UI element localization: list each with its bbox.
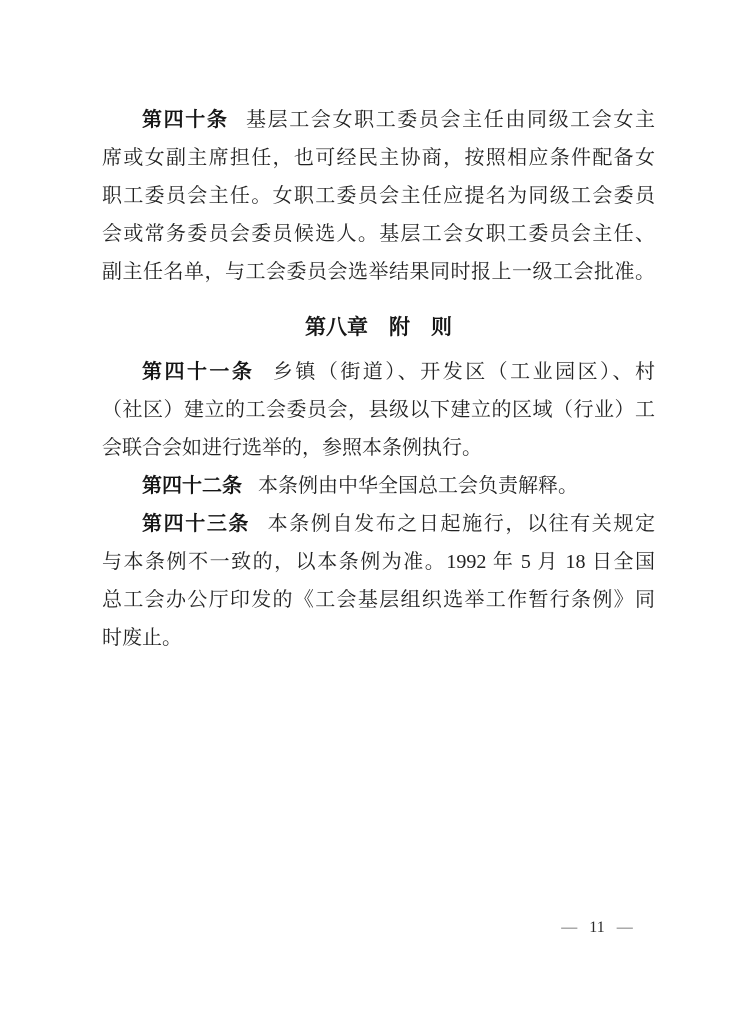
text-line [102,353,655,391]
text-line: 职工委员会主任。女职工委员会主任应提名为同级工会委员 [102,185,655,207]
document-body [102,101,655,657]
text-line: 席或女副主席担任，也可经民主协商，按照相应条件配备女 [102,147,655,169]
text-line: 副主任名单，与工会委员会选举结果同时报上一级工会批准。 [102,261,655,283]
article-paragraph-42 [102,467,655,505]
text-line: 会或常务委员会委员候选人。基层工会女职工委员会主任、 [102,223,655,245]
text-line-content: 乡镇（街道）、开发区（工业园区）、村 [270,361,656,383]
article-paragraph-43 [102,505,655,657]
text-line [102,101,655,139]
text-line-content: 本条例自发布之日起施行，以往有关规定 [266,513,656,535]
article-number-label: 第四十三条 [142,513,251,535]
text-line [102,467,655,505]
article-paragraph-40 [102,101,655,291]
article-paragraph-41 [102,353,655,467]
chapter-heading: 第八章 附 则 [305,316,452,339]
page-number: 11 [589,919,605,936]
text-line [102,505,655,543]
text-line-content: 基层工会女职工委员会主任由同级工会女主 [244,109,656,131]
page-footer [549,918,645,938]
footer-left-dash: — [561,919,578,936]
article-number-label: 第四十二条 [142,475,242,497]
text-line: 总工会办公厅印发的《工会基层组织选举工作暂行条例》同 [102,589,655,611]
text-line: 时废止。 [102,627,182,649]
article-number-label: 第四十条 [142,109,229,131]
article-number-label: 第四十一条 [142,361,255,383]
text-line: 会联合会如进行选举的，参照本条例执行。 [102,437,482,459]
text-line: 与本条例不一致的，以本条例为准。1992 年 5 月 18 日全国 [102,551,655,573]
text-line: （社区）建立的工会委员会，县级以下建立的区域（行业）工 [102,399,655,421]
footer-right-dash: — [616,919,633,936]
text-line-content: 本条例由中华全国总工会负责解释。 [258,475,578,497]
